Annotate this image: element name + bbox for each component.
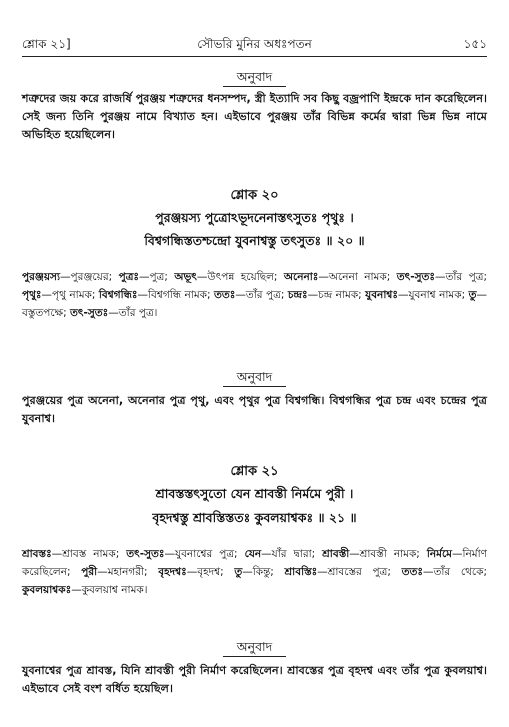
syn-meaning: —শ্রাবস্ত নামক; (51, 548, 127, 560)
syn-word: পুরী (81, 566, 98, 578)
running-header (22, 36, 487, 57)
syn-word: শ্রাবস্তিঃ (284, 566, 318, 578)
syn-meaning: —তাঁর পুত্র। (108, 307, 158, 319)
syn-meaning: —কুবলয়াশ্ব নামক। (71, 584, 148, 596)
syn-meaning: —পৃথু নামক; (41, 289, 99, 301)
syn-meaning: —শ্রাবস্তের পুত্র; (317, 566, 402, 578)
syn-meaning: —কিন্তু; (242, 566, 285, 578)
syn-word: ততঃ (213, 289, 236, 301)
verse-heading-20: শ্লোক ২০ (230, 188, 279, 203)
syn-meaning: —যাঁর দ্বারা; (261, 548, 323, 560)
syn-meaning: —মহানগরী; (97, 566, 159, 578)
syn-meaning: —পুত্র; (139, 271, 175, 283)
syn-meaning: —যুবনাশ্বের পুত্র; (164, 548, 245, 560)
syn-word: তু (234, 566, 243, 578)
syn-meaning: —শ্রাবস্তী নামক; (349, 548, 427, 560)
syn-word: কুবলয়াশ্বকঃ (22, 584, 72, 596)
syn-word: নির্মমে (426, 548, 452, 560)
translation-paragraph-3: যুবনাশ্বের পুত্র শ্রাবস্ত, যিনি শ্রাবস্তী পুরী নির্মাণ করেছিলেন। শ্রাবস্তের পুত্র বৃহদশ্ব এবং তাঁর পুত্র কুবলয়াশ্ব। এইভাবে সেই বংশ বর্ধিত হয়েছিল। (22, 664, 487, 695)
syn-meaning: —উৎপন্ন হয়েছিল; (196, 271, 284, 283)
syn-word: পুরঞ্জয়স্য (22, 271, 61, 283)
syn-meaning: —চন্দ্র নামক; (307, 289, 366, 301)
header-chapter-title: সৌভরি মুনির অধঃপতন (197, 37, 312, 51)
syn-word: বৃহদশ্বঃ (158, 566, 187, 578)
syn-word: অভূৎ (174, 271, 197, 283)
syn-meaning: —তাঁর পুত্র; (434, 271, 488, 283)
syn-word: পৃথুঃ (22, 289, 42, 301)
translation-paragraph-2: পুরঞ্জয়ের পুত্র অনেনা, অনেনার পুত্র পৃথু, এবং পৃথুর পুত্র বিশ্বগন্ধি। বিশ্বগন্ধির পুত্র চন্দ্র এবং চন্দ্রের পুত্র যুবনাশ্ব। (22, 394, 487, 425)
syn-word: তু (468, 289, 477, 301)
translation-paragraph-1: শত্রুদের জয় করে রাজর্ষি পুরঞ্জয় শত্রুদের ধনসম্পদ, স্ত্রী ইত্যাদি সব কিছু বজ্রপাণি ইন্দ্রকে দান করেছিলেন। সেই জন্য তিনি পুরঞ্জয় নামে বিখ্যাত হন। এইভাবে পুরঞ্জয় তাঁর বিভিন্ন কর্মের দ্বারা ভিন্ন ভিন্ন নামে অভিহিত হয়েছিলেন। (22, 92, 487, 141)
syn-word: চন্দ্রঃ (287, 289, 308, 301)
verse-21-line-1: শ্রাবস্তস্তৎসুতো যেন শ্রাবস্তী নির্মমে পুরী । (155, 486, 354, 501)
verse-20-line-2: বিশ্বগন্ধিস্ততশ্চন্দ্রো যুবনাশ্বস্তু তৎসুতঃ ॥ ২০ ॥ (144, 233, 365, 248)
syn-meaning: —নির্মাণ করেছিলেন; (22, 548, 487, 578)
translation-heading-2: অনুবাদ (0, 368, 509, 387)
syn-meaning: —বিশ্বগন্ধি নামক; (137, 289, 214, 301)
syn-word: যুবনাশ্বঃ (365, 289, 398, 301)
syn-word: শ্রাবস্তী (322, 548, 350, 560)
syn-meaning: —যুবনাশ্ব নামক; (397, 289, 469, 301)
synonyms-21 (22, 545, 487, 599)
syn-word: ততঃ (401, 566, 423, 578)
syn-meaning: —তাঁর থেকে; (422, 566, 487, 578)
syn-word: শ্রাবস্তঃ (22, 548, 52, 560)
synonyms-20 (22, 268, 487, 322)
header-verse-ref: শ্লোক ২১] (22, 37, 71, 51)
syn-meaning: —বৃহদশ্ব; (186, 566, 235, 578)
verse-21-line-2: বৃহদশ্বস্তু শ্রাবস্তিস্ততঃ কুবলয়াশ্বকঃ ॥ ২১ ॥ (152, 510, 357, 525)
translation-heading-3: অনুবাদ (0, 638, 509, 657)
verse-heading-21: শ্লোক ২১ (230, 464, 279, 479)
translation-heading-1: অনুবাদ (0, 68, 509, 87)
syn-word: তৎ-সুতঃ (70, 307, 109, 319)
syn-meaning: —পুরঞ্জয়ের; (60, 271, 119, 283)
syn-word: পুত্রঃ (118, 271, 140, 283)
syn-meaning: —বস্তুতপক্ষে; (22, 289, 487, 319)
header-page-number: ১৫১ (463, 37, 487, 51)
syn-meaning: —তাঁর পুত্র; (235, 289, 288, 301)
syn-word: অনেনাঃ (283, 271, 319, 283)
syn-word: তৎ-সুতঃ (396, 271, 435, 283)
syn-word: তৎ-সুতঃ (126, 548, 165, 560)
syn-word: যেন (244, 548, 262, 560)
syn-word: বিশ্বগন্ধিঃ (98, 289, 138, 301)
verse-20-line-1: পুরঞ্জয়স্য পুত্রোঽভূদনেনাস্তৎসুতঃ পৃথুঃ । (155, 210, 354, 225)
syn-meaning: —অনেনা নামক; (318, 271, 397, 283)
